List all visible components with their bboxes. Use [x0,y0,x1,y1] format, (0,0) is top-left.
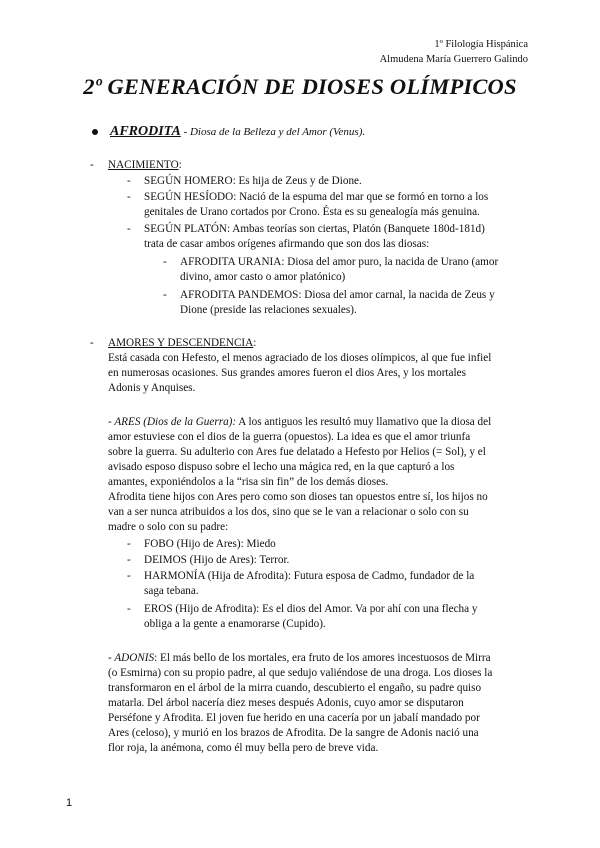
amores-intro-2: en numerosas ocasiones. Sus grandes amores fueron el dios Ares, y los mortales [108,367,466,379]
ares-line-7: van a ser nunca atribuidos a los dos, sino que se le van a relacionar o solo con su [108,506,469,518]
section-dash: - [90,337,94,349]
goddess-name: AFRODITA [110,124,181,139]
list-dash: - [127,223,131,235]
section-heading-amores: AMORES Y DESCENDENCIA: [108,337,257,349]
ares-line-1: - ARES (Dios de la Guerra): A los antiguos les resultó muy llamativo que la diosa del [108,416,492,428]
section-dash: - [90,159,94,171]
ares-line-8: madre o solo con su padre: [108,521,229,533]
child-fobo: FOBO (Hijo de Ares): Miedo [144,538,276,550]
list-item-hesiodo-2: genitales de Urano cortados por Crono. Ésta es su genealogía más genuina. [144,206,480,218]
page-title: 2º GENERACIÓN DE DIOSES OLÍMPICOS [83,74,517,99]
ares-line-5: amantes, exponiéndolos a la “risa sin fin” de los demás dioses. [108,476,389,488]
ares-line-6: Afrodita tiene hijos con Ares pero como son dioses tan opuestos entre sí, los hijos no [108,491,488,503]
sublist-item-pandemos-1: AFRODITA PANDEMOS: Diosa del amor carnal, la nacida de Zeus y [180,289,495,301]
adonis-line-7: flor roja, la anémona, como él muy bella pero de breve vida. [108,742,379,754]
child-eros-2: obliga a la gente a enamorarse (Cupido). [144,618,326,630]
header-author: Almudena María Guerrero Galindo [379,54,528,65]
ares-line-3: sobre la guerra. Su adulterio con Ares fue delatado a Hefesto por Helios (= Sol), y el [108,446,486,458]
bullet-dot [92,129,98,135]
amores-intro-3: Adonis y Anquises. [108,382,196,394]
list-dash: - [127,538,131,550]
adonis-line-6: Ares (celoso), y murió en los brazos de Afrodita. De la sangre de Adonis nació una [108,727,479,739]
sublist-dash: - [163,289,167,301]
list-dash: - [127,191,131,203]
adonis-line-2: (o Esmirna) con su propio padre, al que sedujo valiéndose de una droga. Los dioses la [108,667,493,679]
sublist-dash: - [163,256,167,268]
goddess-heading [110,123,365,141]
list-dash: - [127,554,131,566]
amores-intro-1: Está casada con Hefesto, el menos agraciado de los dioses olímpicos, al que fue infiel [108,352,492,364]
list-dash: - [127,175,131,187]
child-eros-1: EROS (Hijo de Afrodita): Es el dios del Amor. Va por ahí con una flecha y [144,603,478,615]
child-harmonia-1: HARMONÍA (Hija de Afrodita): Futura esposa de Cadmo, fundador de la [144,570,475,582]
child-deimos: DEIMOS (Hijo de Ares): Terror. [144,554,290,566]
list-dash: - [127,603,131,615]
header-course: 1º Filología Hispánica [434,39,528,50]
goddess-subtitle: - Diosa de la Belleza y del Amor (Venus). [180,126,366,138]
list-dash: - [127,570,131,582]
adonis-line-5: Perséfone y Afrodita. El joven fue herido en una cacería por un jabalí mandado por [108,712,480,724]
ares-line-4: avisado esposo dispuso sobre el lecho una mágica red, en la que capturó a los [108,461,455,473]
sublist-item-urania-2: divino, amor casto o amor platónico) [180,271,346,283]
sublist-item-pandemos-2: Dione (preside las relaciones sexuales). [180,304,357,316]
list-item-hesiodo-1: SEGÚN HESÍODO: Nació de la espuma del mar que se formó en torno a los [144,191,489,203]
adonis-line-1: - ADONIS: El más bello de los mortales, era fruto de los amores incestuosos de Mirra [108,652,491,664]
sublist-item-urania-1: AFRODITA URANIA: Diosa del amor puro, la nacida de Urano (amor [180,256,499,268]
page-number: 1 [66,797,73,809]
adonis-line-3: transformaron en el árbol de la mirra cuando, descubierto el engaño, su padre quiso [108,682,482,694]
list-item-platon-2: trata de casar ambos orígenes afirmando que son dos las diosas: [144,238,430,250]
section-heading-nacimiento: NACIMIENTO: [108,159,182,171]
child-harmonia-2: saga tebana. [144,585,199,597]
list-item-platon-1: SEGÚN PLATÓN: Ambas teorías son ciertas, Platón (Banquete 180d-181d) [144,223,485,235]
list-item-homero: SEGÚN HOMERO: Es hija de Zeus y de Dione. [144,175,362,187]
adonis-line-4: matarla. Del árbol nacería diez meses después Adonis, cuyo amor se disputaron [108,697,464,709]
ares-line-2: amor estuviese con el dios de la guerra (opuestos). La idea es que el amor triunfa [108,431,471,443]
